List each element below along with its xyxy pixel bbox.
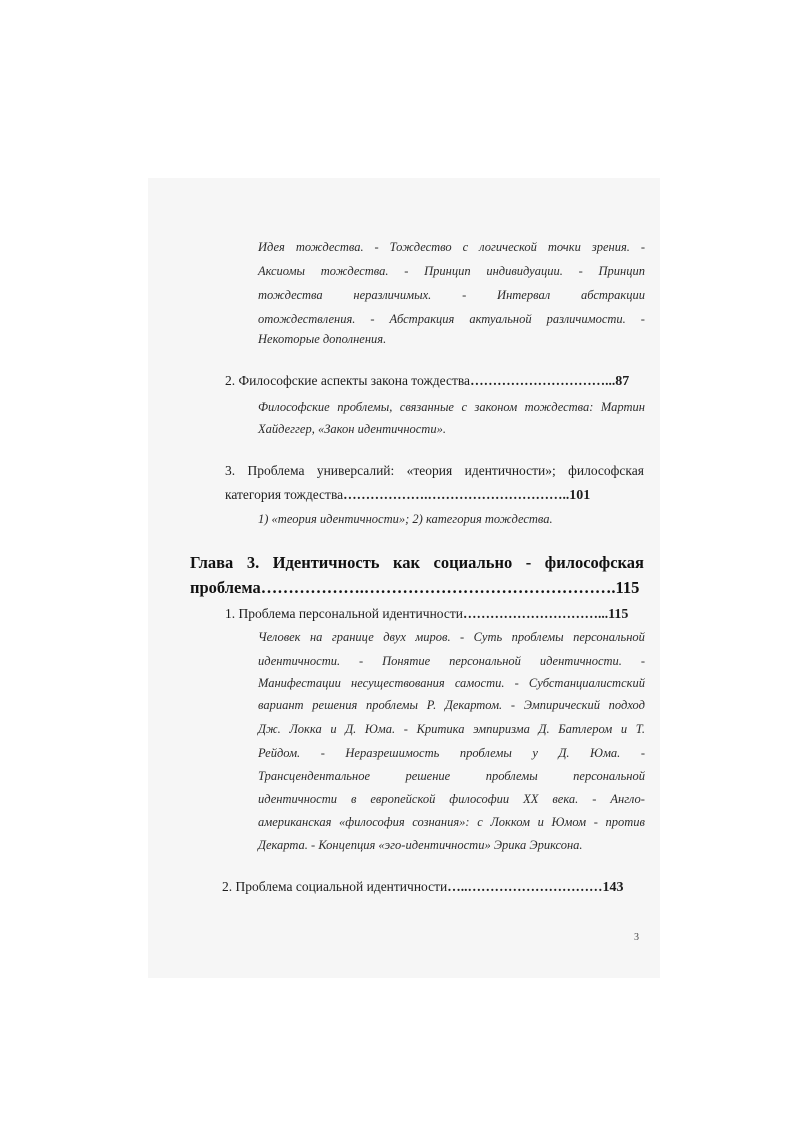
- word: с: [462, 240, 469, 254]
- abstract-line: [258, 792, 645, 807]
- word: эмпиризма: [473, 722, 530, 736]
- word: философии: [449, 792, 510, 806]
- abstract-line: [258, 654, 645, 669]
- word: Д.: [558, 746, 570, 760]
- abstract-line: [258, 815, 645, 830]
- word: Суть: [473, 630, 503, 644]
- word: -: [404, 264, 409, 278]
- word: Интервал: [497, 288, 551, 302]
- word: Д.: [345, 722, 357, 736]
- word: персональной: [573, 769, 645, 783]
- word: -: [640, 654, 645, 668]
- toc-page-number: 143: [602, 880, 624, 895]
- word: -: [460, 630, 465, 644]
- word: различимости.: [546, 312, 626, 326]
- word: -: [640, 312, 645, 326]
- word: тождества.: [320, 264, 389, 278]
- word: проблемы,: [337, 400, 393, 414]
- word: американская: [258, 815, 332, 829]
- word: -: [640, 240, 645, 254]
- word: Субстанциалистский: [528, 676, 645, 690]
- word: с: [461, 400, 467, 414]
- word: -: [320, 746, 325, 760]
- abstract-line: Некоторые дополнения.: [258, 332, 387, 346]
- word: идентичности.: [539, 654, 622, 668]
- abstract-line: [258, 400, 645, 415]
- word: подход: [608, 698, 645, 712]
- word: законом: [474, 400, 518, 414]
- word: зрения.: [591, 240, 630, 254]
- word: Англо-: [610, 792, 645, 806]
- word: проблемы: [485, 769, 538, 783]
- toc-entry-line: [225, 487, 590, 504]
- word: и: [330, 722, 337, 736]
- abstract-line: [258, 240, 645, 255]
- word: индивидуации.: [486, 264, 563, 278]
- word: Юма.: [590, 746, 621, 760]
- word: «теория: [406, 463, 453, 478]
- toc-leader-dots: …………………………...: [463, 606, 609, 621]
- word: -: [640, 746, 645, 760]
- abstract-line: 1) «теория идентичности»; 2) категория тождества.: [258, 512, 553, 526]
- toc-leader-dots: …………………………...: [470, 373, 616, 388]
- toc-page-number: 115: [615, 578, 640, 597]
- page-number: 3: [634, 932, 639, 943]
- abstract-line: [258, 722, 645, 737]
- word: точки: [547, 240, 581, 254]
- word: века.: [552, 792, 579, 806]
- word: Проблема: [247, 463, 305, 478]
- word: Батлером: [558, 722, 613, 736]
- word: Манифестации: [258, 676, 341, 690]
- word: решение: [405, 769, 451, 783]
- word: Глава: [190, 553, 234, 572]
- word: тождества: [258, 288, 323, 302]
- word: идентичности»;: [464, 463, 556, 478]
- word: решения: [312, 698, 358, 712]
- word: Идея: [258, 240, 285, 254]
- word: Человек: [258, 630, 301, 644]
- toc-entry-line: [225, 606, 628, 623]
- toc-page-number: 87: [615, 374, 630, 389]
- abstract-line: [258, 676, 645, 691]
- word: проблемы: [511, 630, 564, 644]
- word: Тождество: [389, 240, 452, 254]
- word: -: [525, 553, 532, 572]
- word: Принцип: [598, 264, 645, 278]
- word: -: [403, 722, 408, 736]
- word: вариант: [258, 698, 304, 712]
- word: Критика: [416, 722, 465, 736]
- toc-entry-line: [222, 879, 624, 896]
- abstract-line: [258, 698, 645, 713]
- word: Локком: [490, 815, 531, 829]
- word: самости.: [454, 676, 505, 690]
- word: -: [510, 698, 516, 712]
- word: социально: [433, 553, 513, 572]
- word: «философия: [339, 815, 405, 829]
- word: против: [605, 815, 645, 829]
- word: и: [620, 722, 628, 736]
- toc-page-number: 115: [608, 607, 629, 622]
- chapter-title: проблема: [190, 578, 261, 597]
- toc-leader-dots: ……………….……………………………………….: [260, 578, 616, 597]
- word: Абстракция: [389, 312, 455, 326]
- toc-entry-line: [225, 463, 644, 479]
- toc-leader-dots: …..…………………………: [447, 879, 603, 894]
- word: -: [578, 264, 583, 278]
- toc-entry-title: 2. Проблема социальной идентичности: [222, 879, 448, 894]
- word: сознания»:: [412, 815, 470, 829]
- abstract-line: [258, 769, 645, 784]
- word: абстракции: [580, 288, 645, 302]
- word: Локка: [289, 722, 322, 736]
- abstract-line: [258, 630, 645, 645]
- word: в: [350, 792, 357, 806]
- word: несуществования: [351, 676, 445, 690]
- word: логической: [479, 240, 537, 254]
- word: Принцип: [424, 264, 471, 278]
- word: проблемы: [366, 698, 419, 712]
- word: универсалий:: [316, 463, 395, 478]
- word: Юма.: [364, 722, 396, 736]
- toc-entry-title: категория тождества: [225, 487, 344, 502]
- word: актуальной: [469, 312, 532, 326]
- word: идентичности.: [258, 654, 341, 668]
- word: Р.: [426, 698, 437, 712]
- word: отождествления.: [258, 312, 356, 326]
- word: Т.: [635, 722, 645, 736]
- word: проблемы: [459, 746, 512, 760]
- toc-page-number: 101: [569, 488, 591, 503]
- word: -: [514, 676, 519, 690]
- word: Идентичность: [272, 553, 380, 572]
- word: -: [374, 240, 379, 254]
- word: тождества:: [524, 400, 594, 414]
- word: тождества.: [295, 240, 364, 254]
- toc-entry-line: [225, 373, 629, 390]
- word: Эмпирический: [523, 698, 600, 712]
- chapter-heading-line: [190, 578, 639, 598]
- word: -: [593, 815, 598, 829]
- word: границе: [331, 630, 374, 644]
- abstract-line: [258, 264, 645, 279]
- word: Философские: [258, 400, 330, 414]
- abstract-line: [258, 288, 645, 303]
- word: -: [370, 312, 375, 326]
- word: на: [309, 630, 323, 644]
- word: Трансцендентальное: [258, 769, 370, 783]
- abstract-line: [258, 312, 645, 327]
- word: миров.: [415, 630, 451, 644]
- word: XX: [523, 792, 539, 806]
- word: идентичности: [258, 792, 337, 806]
- word: Мартин: [600, 400, 645, 414]
- word: Понятие: [382, 654, 431, 668]
- word: Дж.: [258, 722, 281, 736]
- word: 3.: [246, 553, 260, 572]
- word: -: [359, 654, 364, 668]
- word: философская: [568, 463, 644, 478]
- word: связанные: [399, 400, 454, 414]
- word: и: [537, 815, 544, 829]
- word: Рейдом.: [258, 746, 301, 760]
- word: персональной: [449, 654, 521, 668]
- abstract-line: Хайдеггер, «Закон идентичности».: [258, 422, 446, 436]
- chapter-heading-line: [190, 553, 644, 573]
- word: Д.: [538, 722, 550, 736]
- toc-leader-dots: ……………….…………………………..: [343, 487, 570, 502]
- abstract-line: Декарта. - Концепция «эго-идентичности» Эрика Эриксона.: [258, 838, 583, 852]
- word: философская: [544, 553, 644, 572]
- abstract-line: [258, 746, 645, 761]
- word: Юмом: [551, 815, 587, 829]
- word: Декартом.: [444, 698, 503, 712]
- word: Неразрешимость: [345, 746, 440, 760]
- word: -: [592, 792, 597, 806]
- word: двух: [383, 630, 406, 644]
- word: 3.: [225, 463, 236, 478]
- toc-entry-title: 2. Философские аспекты закона тождества: [225, 373, 471, 388]
- word: как: [393, 553, 421, 572]
- word: у: [532, 746, 538, 760]
- toc-entry-title: 1. Проблема персональной идентичности: [225, 606, 463, 621]
- word: персональной: [573, 630, 645, 644]
- word: неразличимых.: [353, 288, 432, 302]
- word: Аксиомы: [258, 264, 306, 278]
- word: с: [477, 815, 483, 829]
- word: -: [462, 288, 467, 302]
- word: европейской: [370, 792, 436, 806]
